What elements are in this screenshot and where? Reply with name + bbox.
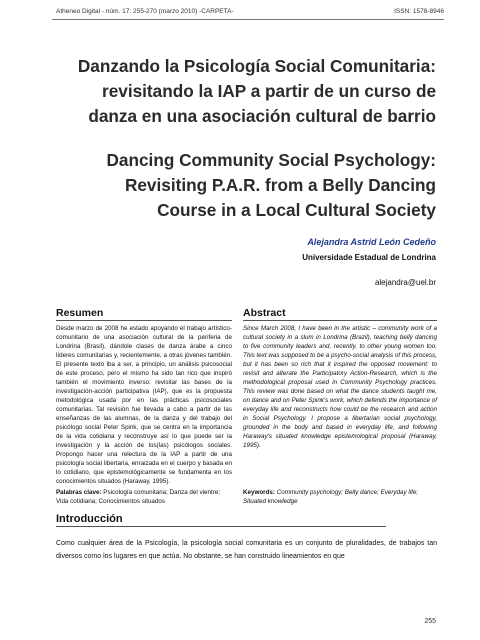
resumen-heading: Resumen	[56, 307, 104, 319]
title-en-line-1: Dancing Community Social Psychology:	[106, 150, 436, 170]
author-name: Alejandra Astrid León Cedeño	[307, 237, 436, 247]
resumen-keywords-label: Palabras clave:	[56, 489, 102, 496]
abstract-text: Since March 2008, I have been in the artistic – community work of a cultural society in a slum in Londrina (Brazil), teaching belly dancing to five community leaders and, recently, to other young women too. This text was supposed to be a psycho-social analysis of this process, but it has been so rich that it inspired the opposed movement: to revisit and alterate the Participatory Action-Research, which is the methodological proposal used in Community Psychology practices. This review was done based on what the dance students taught me, on dance and on Peter Spink's work, which defends the importance of everyday life and reconstructs how could be the research and action in Social Psychology. I propose a libertarian social psychology, grounded in the body and based in everyday life, and following Haraway's situated knowledge epistemological proposal (Haraway, 1995).	[243, 325, 437, 449]
resumen-divider	[56, 320, 232, 321]
running-header-issn: ISSN: 1578-8946	[394, 8, 444, 15]
abstract-keywords-label: Keywords:	[243, 489, 275, 496]
abstract-keywords-list: Community psychology; Belly dance; Everyday life; Situated knowledge	[243, 489, 419, 505]
author-affiliation: Universidade Estadual de Londrina	[302, 253, 436, 262]
title-en-line-2: Revisiting P.A.R. from a Belly Dancing	[124, 175, 436, 195]
intro-divider	[56, 526, 386, 527]
resumen-text: Desde marzo de 2008 he estado apoyando el trabajo artístico-comunitario de una asociación cultural de la periferia de Londrina (Brasil), dándole clases de danza árabe a cinco líderes comunitarias y, recientemente, a otras jóvenes también. El presente texto iba a ser, a principio, un análisis psicosocial de este proceso, pero el mismo ha sido tan rico que inspiró también el movimiento inverso: revisitar las bases de la investigación-acción participativa (IAP), que es la propuesta metodológica usada por en las prácticas psicosociales comunitarias. Tal revisión fue llevada a cabo a partir de las enseñanzas de las alumnas, de la danza y del trabajo del psicólogo social Peter Spink, que se centra en la importancia de la vida cotidiana y reconstruye así lo que puede ser la investigación y la acción de los(las) psicólogos sociales. Propongo hacer una relectura de la IAP a partir de una psicología social libertaria, enraizada en el cuerpo y basada en lo cotidiano, que epistemológicamente se fundamenta en los conocimientos situados (Haraway, 1995).	[56, 325, 232, 485]
title-english	[107, 148, 436, 223]
abstract-keywords	[243, 488, 437, 506]
intro-paragraph: Como cualquier área de la Psicología, la psicología social comunitaria es un conjunto de pluralidades, de trabajos tan diversos como los lugares en que actúa. No obstante, se han construido lineamientos en que	[56, 540, 437, 560]
page-number: 255	[424, 618, 436, 625]
abstract-divider	[243, 320, 437, 321]
running-header-journal: Atheneo Digital - núm. 17: 255-270 (marzo 2010) -CARPETA-	[56, 8, 234, 15]
header-divider	[52, 19, 444, 20]
resumen-keywords	[56, 488, 232, 506]
intro-heading: Introducción	[56, 513, 123, 525]
author-email[interactable]: alejandra@uel.br	[374, 278, 436, 287]
abstract-heading: Abstract	[243, 307, 286, 319]
title-spanish	[78, 54, 436, 129]
title-es-line-3: danza en una asociación cultural de barrio	[88, 106, 436, 126]
title-es-line-1: Danzando la Psicología Social Comunitaria:	[77, 56, 436, 76]
title-es-line-2: revisitando la IAP a partir de un curso de	[102, 81, 436, 101]
resumen-keywords-list: Psicología comunitaria; Danza del vientre; Vida cotidiana; Conocimientos situados	[56, 489, 221, 505]
title-en-line-3: Course in a Local Cultural Society	[157, 200, 436, 220]
